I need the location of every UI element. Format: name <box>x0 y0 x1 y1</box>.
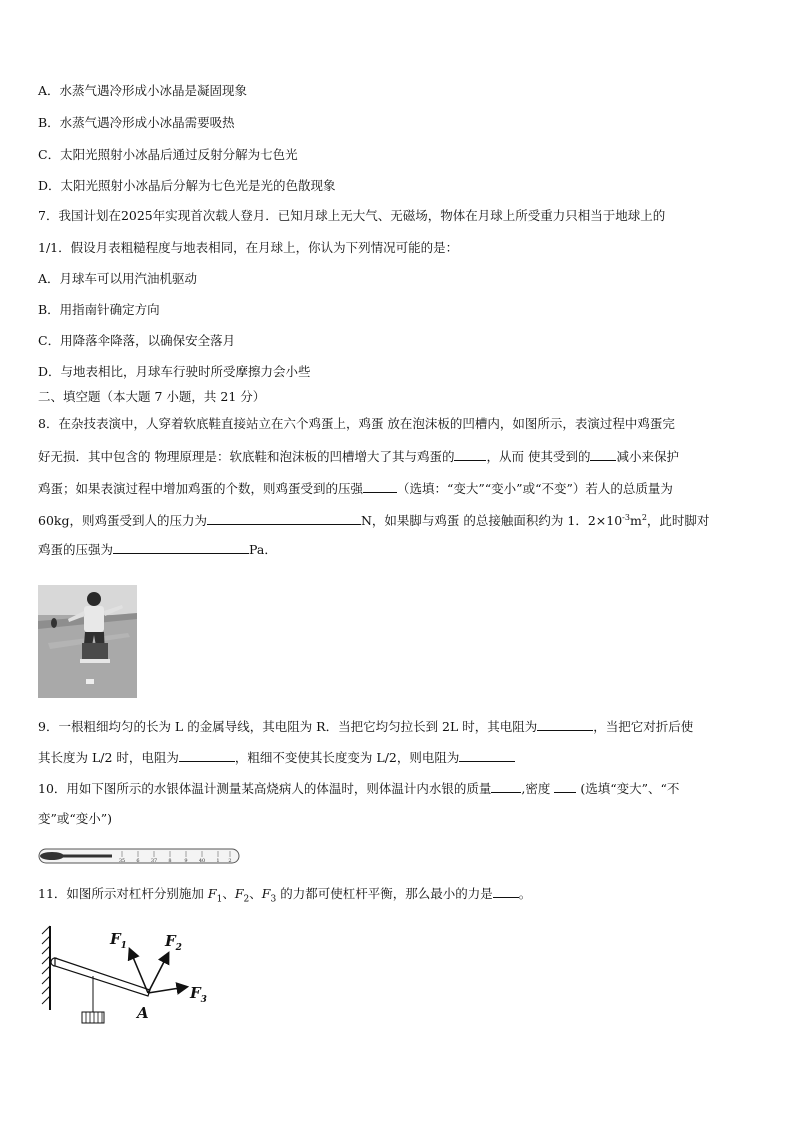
q8-line5-text-a: 鸡蛋的压强为 <box>38 542 114 557</box>
thermo-tick-8: 8 <box>168 858 172 864</box>
q11-text-a: 11．如图所示对杠杆分别施加 <box>38 886 204 901</box>
q10-line1-text-c: (选填“变大”、“不 <box>580 781 680 796</box>
q9-blank-1[interactable] <box>537 718 593 731</box>
thermometer-diagram <box>38 843 242 867</box>
q8-blank-4[interactable] <box>207 512 361 525</box>
thermo-tick-2: 2 <box>228 858 232 864</box>
acrobat-photo-drawing <box>38 585 137 698</box>
q8-line3 <box>38 480 758 497</box>
q11-f2-sub: 2 <box>243 894 250 905</box>
thermo-tick-37: 37 <box>150 858 158 864</box>
thermo-tick-35: 35 <box>118 858 126 864</box>
q9-line1 <box>38 718 758 735</box>
q9-line2-text-a: 其长度为 L/2 时，电阻为 <box>38 750 179 765</box>
thermo-tick-40: 40 <box>198 858 206 864</box>
lever-label-f2: $F_2$ <box>165 932 182 953</box>
q8-line1: 8．在杂技表演中，人穿着软底鞋直接站立在六个鸡蛋上，鸡蛋 放在泡沫板的凹槽内，如图所示，表演过程中鸡蛋完 <box>38 416 675 431</box>
q11-f3: F <box>261 886 271 901</box>
q8-line4-text-a: 60kg，则鸡蛋受到人的压力为 <box>38 513 207 529</box>
section-header-fill-in: 二、填空题（本大题 7 小题，共 21 分） <box>38 389 266 404</box>
q6-option-d: D．太阳光照射小冰晶后分解为七色光是光的色散现象 <box>38 178 336 193</box>
q8-line4-text-b: N，如果脚与鸡蛋 的总接触面积约为 1．2×10 <box>360 513 623 529</box>
q11-text-c: 。 <box>518 886 532 901</box>
thermo-tick-6: 6 <box>136 858 140 864</box>
q11-sep2: 、 <box>249 886 262 901</box>
q11-f1: F <box>207 886 217 901</box>
q8-blank-1[interactable] <box>454 448 486 461</box>
lever-diagram <box>40 920 220 1030</box>
q7-option-a: A．月球车可以用汽油机驱动 <box>38 271 198 286</box>
q8-line5-text-b: Pa． <box>249 542 277 557</box>
q8-blank-2[interactable] <box>590 448 616 461</box>
q9-line1-text-b: ，当把它对折后使 <box>593 719 694 734</box>
q11-blank[interactable] <box>493 885 519 898</box>
q7-option-c: C．用降落伞降落，以确保安全落月 <box>38 333 236 348</box>
thermo-tick-9: 9 <box>184 858 188 864</box>
q9-blank-2[interactable] <box>179 749 235 762</box>
q10-line1 <box>38 780 758 797</box>
q6-option-b: B．水蒸气遇冷形成小冰晶需要吸热 <box>38 115 235 130</box>
q9-line2-text-b: ，粗细不变使其长度变为 L/2，则电阻为 <box>234 750 460 765</box>
q8-unit: m <box>629 513 642 529</box>
q11-f2: F <box>234 886 244 901</box>
q10-line2: 变”或“变小”) <box>38 811 113 826</box>
q9-line1-text-a: 9．一根粗细均匀的长为 L 的金属导线，其电阻为 R．当把它均匀拉长到 2L 时，其电阻为 <box>38 719 538 734</box>
q8-line2-text-c: 减小来保护 <box>616 449 679 464</box>
q10-line1-text-b: ,密度 <box>521 781 551 796</box>
q11-line <box>38 885 758 908</box>
q8-line4-text-c: ，此时脚对 <box>646 513 710 529</box>
q7-stem-line1: 7．我国计划在2025年实现首次载人登月．已知月球上无大气、无磁场，物体在月球上所受重力只相当于地球上的 <box>38 208 666 223</box>
q8-line3-text-a: 鸡蛋；如果表演过程中增加鸡蛋的个数，则鸡蛋受到的压强 <box>38 481 364 496</box>
q11-f1-sub: 1 <box>216 894 223 905</box>
q7-stem-line2: 1/1．假设月表粗糙程度与地表相同，在月球上，你认为下列情况可能的是： <box>38 240 459 255</box>
q9-line2 <box>38 749 758 766</box>
q8-line5 <box>38 541 758 558</box>
q6-option-c: C．太阳光照射小冰晶后通过反射分解为七色光 <box>38 147 298 162</box>
q8-line3-text-b: （选填：“变大”“变小”或“不变”）若人的总质量为 <box>397 481 673 496</box>
q6-option-a: A．水蒸气遇冷形成小冰晶是凝固现象 <box>38 83 248 98</box>
lever-label-f1: $F_1$ <box>110 930 127 951</box>
q10-line1-text-a: 10．用如下图所示的水银体温计测量某高烧病人的体温时，则体温计内水银的质量 <box>38 781 492 796</box>
q8-line2 <box>38 448 758 465</box>
q8-blank-3[interactable] <box>363 480 397 493</box>
q8-unit-exponent: 2 <box>641 513 647 522</box>
thermo-tick-1: 1 <box>216 858 220 864</box>
q8-line4 <box>38 510 758 529</box>
q8-line2-text-a: 好无损．其中包含的 物理原理是：软底鞋和泡沫板的凹槽增大了其与鸡蛋的 <box>38 449 455 464</box>
q10-blank-2[interactable] <box>554 780 576 793</box>
acrobat-photo <box>38 585 137 698</box>
q7-option-b: B．用指南针确定方向 <box>38 302 160 317</box>
q10-blank-1[interactable] <box>491 780 521 793</box>
q8-line2-text-b: ，从而 使其受到的 <box>486 449 591 464</box>
lever-label-f3: $F_3$ <box>190 984 207 1005</box>
lever-label-a: A <box>137 1004 149 1022</box>
q8-exponent: -3 <box>622 513 630 522</box>
q9-blank-3[interactable] <box>459 749 515 762</box>
q11-sep1: 、 <box>222 886 235 901</box>
q8-blank-5[interactable] <box>113 541 249 554</box>
q11-text-b: 的力都可使杠杆平衡，那么最小的力是 <box>280 886 493 901</box>
q7-option-d: D．与地表相比，月球车行驶时所受摩擦力会小些 <box>38 364 311 379</box>
q11-f3-sub: 3 <box>270 894 277 905</box>
